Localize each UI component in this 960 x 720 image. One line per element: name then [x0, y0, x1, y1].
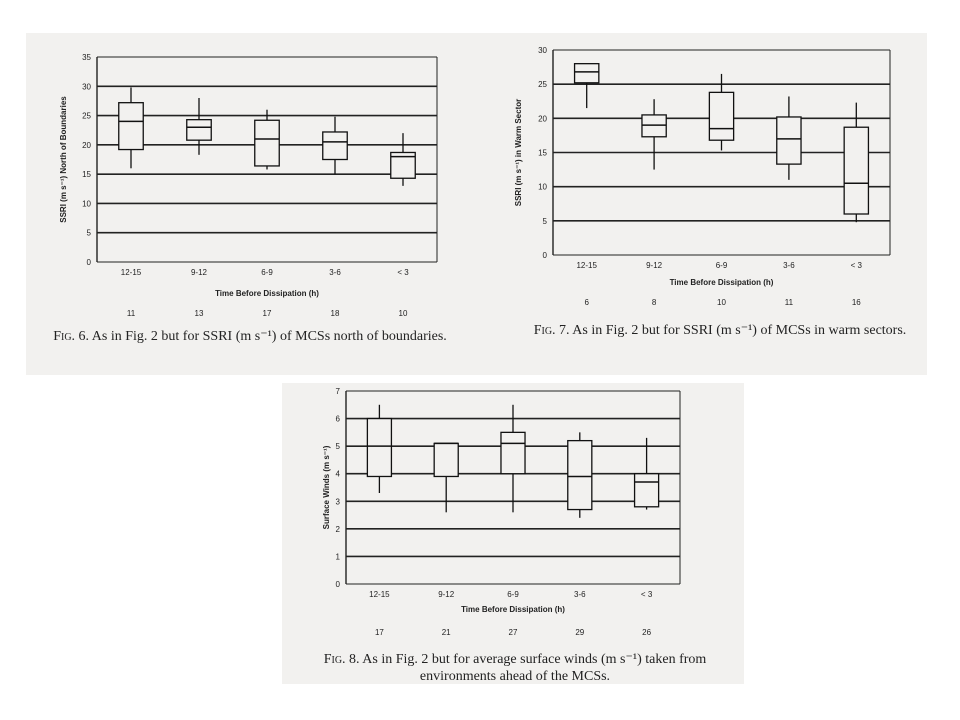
- figure-8-caption-label: Fig. 8.: [323, 652, 360, 667]
- x-tick-label: 9-12: [190, 268, 208, 277]
- y-tick-label: 7: [335, 387, 340, 396]
- sample-count: 27: [508, 628, 518, 637]
- box-iqr: [187, 120, 211, 140]
- sample-count: 13: [194, 309, 204, 318]
- y-tick-label: 10: [82, 199, 91, 209]
- sample-count: 21: [441, 628, 451, 637]
- x-tick-label: 3-6: [574, 590, 586, 599]
- box-5: [635, 438, 659, 510]
- figure-7-caption-label: Fig. 7.: [533, 323, 570, 338]
- y-axis-label: Surface Winds (m s⁻¹): [322, 445, 331, 530]
- figure-6-caption: [40, 328, 460, 345]
- chart-2: [514, 46, 890, 307]
- sample-count: 17: [262, 309, 272, 318]
- y-tick-label: 0: [542, 251, 547, 260]
- box-5: [391, 133, 415, 186]
- x-tick-label: 9-12: [438, 590, 455, 599]
- x-axis-label: Time Before Dissipation (h): [461, 605, 565, 614]
- box-1: [119, 87, 143, 168]
- y-tick-label: 3: [335, 497, 340, 507]
- sample-count: 11: [784, 298, 794, 307]
- box-iqr: [575, 64, 599, 83]
- box-4: [568, 432, 592, 517]
- sample-count: 8: [651, 298, 657, 307]
- box-iqr: [119, 103, 143, 150]
- y-tick-label: 5: [542, 216, 547, 226]
- y-tick-label: 0: [86, 258, 91, 267]
- chart-3: [322, 387, 680, 637]
- box-4: [323, 117, 347, 174]
- x-tick-label: 12-15: [120, 268, 142, 277]
- x-tick-label: < 3: [640, 590, 653, 599]
- box-iqr: [777, 117, 801, 164]
- y-tick-label: 2: [335, 524, 340, 534]
- figure-7-caption: [510, 322, 930, 339]
- y-tick-label: 15: [538, 148, 547, 158]
- x-axis-label: Time Before Dissipation (h): [669, 278, 774, 287]
- x-tick-label: 6-9: [507, 590, 519, 599]
- box-1: [575, 64, 599, 108]
- sample-count: 26: [642, 628, 652, 637]
- x-tick-label: 3-6: [329, 268, 341, 277]
- figure-7-caption-text: As in Fig. 2 but for SSRI (m s⁻¹) of MCSs in warm sectors.: [572, 323, 907, 338]
- y-tick-label: 30: [538, 46, 547, 55]
- box-iqr: [434, 443, 458, 476]
- y-axis-label: SSRI (m s⁻¹) North of Boundaries: [59, 96, 68, 223]
- x-tick-label: < 3: [850, 261, 862, 270]
- sample-count: 11: [126, 309, 136, 318]
- y-axis-label: SSRI (m s⁻¹) in Warm Sector: [514, 98, 523, 207]
- box-iqr: [501, 432, 525, 473]
- box-3: [501, 405, 525, 513]
- x-axis-label: Time Before Dissipation (h): [215, 289, 319, 298]
- sample-count: 10: [398, 309, 408, 318]
- figure-6-caption-label: Fig. 6.: [53, 329, 90, 344]
- x-tick-label: 12-15: [576, 261, 597, 270]
- x-tick-label: 3-6: [783, 261, 795, 270]
- y-tick-label: 20: [538, 114, 547, 124]
- sample-count: 16: [851, 298, 861, 307]
- sample-count: 18: [330, 309, 340, 318]
- box-iqr: [709, 92, 733, 140]
- figure-6-caption-text: As in Fig. 2 but for SSRI (m s⁻¹) of MCSs north of boundaries.: [91, 329, 447, 344]
- x-tick-label: < 3: [397, 268, 409, 277]
- box-2: [187, 98, 211, 155]
- y-tick-label: 10: [538, 182, 547, 192]
- y-tick-label: 0: [335, 580, 340, 589]
- figure-8-caption: [290, 651, 740, 685]
- box-iqr: [323, 132, 347, 160]
- box-iqr: [568, 441, 592, 510]
- x-tick-label: 6-9: [715, 261, 728, 270]
- y-tick-label: 20: [82, 140, 91, 150]
- sample-count: 29: [575, 628, 585, 637]
- y-tick-label: 4: [335, 469, 340, 479]
- y-tick-label: 5: [86, 228, 91, 238]
- box-1: [367, 405, 391, 493]
- y-tick-label: 6: [335, 414, 340, 424]
- figure-8-caption-text: As in Fig. 2 but for average surface winds (m s⁻¹) taken from environments ahead of the MCSs.: [362, 652, 707, 684]
- box-5: [844, 103, 868, 223]
- chart-1: [59, 53, 437, 318]
- box-iqr: [844, 127, 868, 214]
- y-tick-label: 35: [82, 53, 91, 62]
- box-iqr: [255, 120, 279, 166]
- y-tick-label: 25: [538, 80, 547, 90]
- sample-count: 6: [584, 298, 589, 307]
- box-iqr: [367, 419, 391, 477]
- box-3: [255, 110, 279, 170]
- sample-count: 10: [717, 298, 726, 307]
- y-tick-label: 15: [82, 170, 91, 180]
- sample-count: 17: [374, 628, 384, 637]
- y-tick-label: 25: [82, 111, 91, 121]
- y-tick-label: 30: [82, 82, 91, 92]
- box-3: [709, 74, 733, 151]
- x-tick-label: 9-12: [646, 261, 663, 270]
- box-4: [777, 96, 801, 179]
- x-tick-label: 6-9: [261, 268, 273, 277]
- y-tick-label: 1: [335, 552, 340, 562]
- y-tick-label: 5: [335, 442, 340, 452]
- box-iqr: [635, 474, 659, 507]
- box-2: [642, 99, 666, 169]
- x-tick-label: 12-15: [369, 590, 390, 599]
